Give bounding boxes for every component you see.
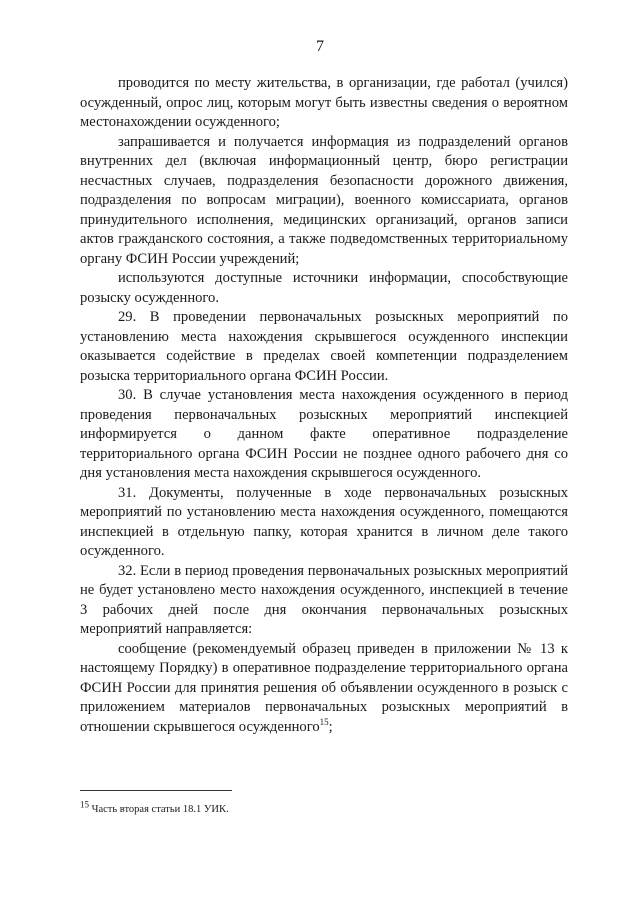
body-text bbox=[80, 74, 568, 737]
page-number: 7 bbox=[316, 38, 324, 55]
paragraph: 32. Если в период проведения первоначальных розыскных мероприятий не будет установлено место нахождения осужденного, инспекцией в течение 3 рабочих дней после дня окончания первоначальных розыскных мероприятий направляется: bbox=[80, 562, 568, 637]
paragraph: 30. В случае установления места нахождения осужденного в период проведения первоначальных розыскных мероприятий инспекцией информируется о данном факте оперативное подразделение территориального органа ФСИН России не позднее одного рабочего дня со дня установления места нахождения скрывшегося осужденного. bbox=[80, 387, 568, 481]
paragraph: 31. Документы, полученные в ходе первоначальных розыскных мероприятий по установлению места нахождения осужденного, помещаются инспекцией в отдельную папку, которая хранится в личном деле такого осужденного. bbox=[80, 484, 568, 559]
footnote bbox=[80, 799, 568, 816]
footnote-text: Часть вторая статьи 18.1 УИК. bbox=[91, 804, 229, 815]
paragraph: проводится по месту жительства, в организации, где работал (учился) осужденный, опрос лиц, которым могут быть известны сведения о вероятном местонахождении осужденного; bbox=[80, 75, 568, 130]
footnote-marker: 15 bbox=[80, 799, 89, 810]
paragraph: 29. В проведении первоначальных розыскных мероприятий по установлению места нахождения скрывшегося осужденного инспекции оказывается содействие в пределах своей компетенции подразделением розыска территориального органа ФСИН России. bbox=[80, 309, 568, 384]
footnote-divider bbox=[80, 790, 232, 791]
paragraph-last-text: сообщение (рекомендуемый образец приведен в приложении № 13 к настоящему Порядку) в оперативное подразделение территориального органа ФСИН России для принятия решения об объявлении осужденного в розыск с приложением материалов первоначальных розыскных мероприятий в отношении скрывшегося осужденного bbox=[80, 640, 568, 735]
paragraph: используются доступные источники информации, способствующие розыску осужденного. bbox=[80, 270, 568, 306]
paragraph-last-end: ; bbox=[328, 718, 333, 735]
paragraph: запрашивается и получается информация из подразделений органов внутренних дел (включая информационный центр, бюро регистрации несчастных случаев, подразделения безопасности дорожного движения, подразделения по вопросам миграции), военного комиссариата, органов принудительного исполнения, медицинских организаций, органов записи актов гражданского состояния, а также подведомственных территориальному органу ФСИН России учреждений; bbox=[80, 133, 568, 267]
footnote-reference[interactable]: 15 bbox=[319, 716, 329, 727]
paragraph-last bbox=[80, 640, 568, 738]
